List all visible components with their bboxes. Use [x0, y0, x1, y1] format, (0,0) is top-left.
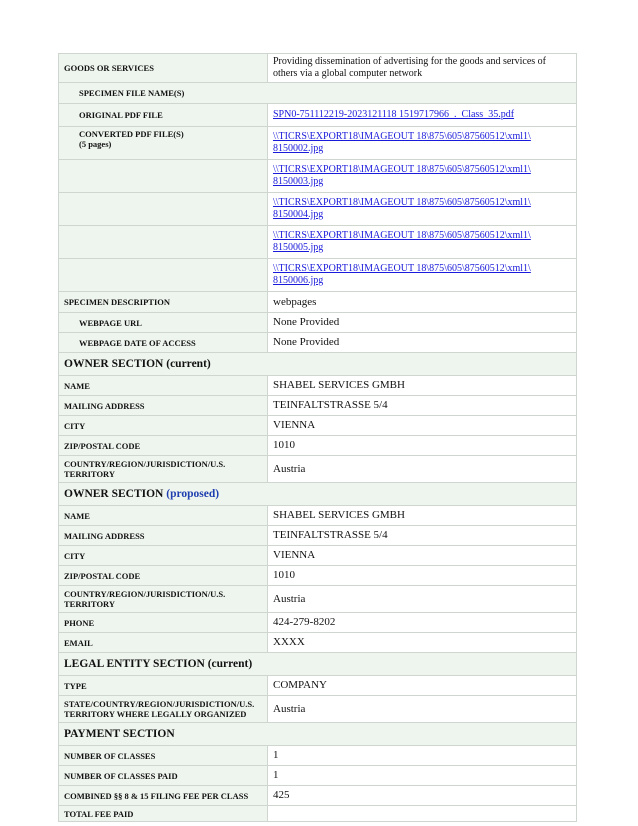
field-label: NAME [59, 506, 268, 526]
converted-file-link[interactable]: \\TICRS\EXPORT18\IMAGEOUT 18\875\605\87560512\xml1\ 8150004.jpg [273, 197, 531, 220]
field-value: 424-279-8202 [268, 613, 577, 633]
field-label: COUNTRY/REGION/JURISDICTION/U.S. TERRITORY [59, 586, 268, 613]
section-header-row [59, 723, 577, 746]
webpage-date-value: None Provided [268, 333, 577, 353]
field-value: VIENNA [268, 546, 577, 566]
field-value: 1010 [268, 436, 577, 456]
field-label: CITY [59, 546, 268, 566]
webpage-date-label: WEBPAGE DATE OF ACCESS [59, 333, 268, 353]
filing-table [58, 53, 577, 822]
table-row [59, 746, 577, 766]
table-row [59, 226, 577, 259]
table-row [59, 586, 577, 613]
field-label: ZIP/POSTAL CODE [59, 436, 268, 456]
table-row [59, 566, 577, 586]
webpage-url-value: None Provided [268, 313, 577, 333]
field-value: TEINFALTSTRASSE 5/4 [268, 396, 577, 416]
table-row [59, 396, 577, 416]
table-row [59, 806, 577, 822]
converted-file-link[interactable]: \\TICRS\EXPORT18\IMAGEOUT 18\875\605\87560512\xml1\ 8150002.jpg [273, 131, 531, 154]
field-label: STATE/COUNTRY/REGION/JURISDICTION/U.S. TERRITORY WHERE LEGALLY ORGANIZED [59, 696, 268, 723]
converted-file-link[interactable]: \\TICRS\EXPORT18\IMAGEOUT 18\875\605\87560512\xml1\ 8150003.jpg [273, 164, 531, 187]
table-row [59, 676, 577, 696]
table-row [59, 104, 577, 127]
converted-label-cell [59, 127, 268, 160]
filing-sheet [58, 53, 576, 822]
table-row [59, 526, 577, 546]
field-label: COUNTRY/REGION/JURISDICTION/U.S. TERRITORY [59, 456, 268, 483]
field-value: Austria [268, 696, 577, 723]
table-row [59, 506, 577, 526]
field-value: 425 [268, 786, 577, 806]
table-row [59, 333, 577, 353]
converted-label: CONVERTED PDF FILE(S) [79, 129, 184, 139]
owner-proposed-title: OWNER SECTION [64, 488, 164, 500]
proposed-tag: (proposed) [166, 488, 220, 500]
converted-pages: (5 pages) [79, 139, 112, 149]
section-header-row [59, 353, 577, 376]
owner-proposed-title-cell [59, 483, 577, 506]
field-label: CITY [59, 416, 268, 436]
field-value: VIENNA [268, 416, 577, 436]
field-value: 1 [268, 766, 577, 786]
field-label: MAILING ADDRESS [59, 526, 268, 546]
field-value: Austria [268, 586, 577, 613]
legal-entity-title: LEGAL ENTITY SECTION (current) [59, 653, 577, 676]
specimen-desc-value: webpages [268, 292, 577, 313]
field-value: XXXX [268, 633, 577, 653]
specimen-file-label: SPECIMEN FILE NAME(S) [59, 83, 577, 104]
converted-file-link[interactable]: \\TICRS\EXPORT18\IMAGEOUT 18\875\605\87560512\xml1\ 8150005.jpg [273, 230, 531, 253]
table-row [59, 54, 577, 83]
field-value: 1 [268, 746, 577, 766]
field-value [268, 806, 577, 822]
field-label: TOTAL FEE PAID [59, 806, 268, 822]
table-row [59, 546, 577, 566]
specimen-desc-label: SPECIMEN DESCRIPTION [59, 292, 268, 313]
table-row [59, 436, 577, 456]
table-row [59, 456, 577, 483]
table-row [59, 193, 577, 226]
table-row [59, 127, 577, 160]
webpage-url-label: WEBPAGE URL [59, 313, 268, 333]
field-label: TYPE [59, 676, 268, 696]
field-label: EMAIL [59, 633, 268, 653]
payment-title: PAYMENT SECTION [59, 723, 577, 746]
section-header-row [59, 653, 577, 676]
field-label: PHONE [59, 613, 268, 633]
table-row [59, 696, 577, 723]
table-row [59, 376, 577, 396]
field-value: COMPANY [268, 676, 577, 696]
field-value: 1010 [268, 566, 577, 586]
field-value: TEINFALTSTRASSE 5/4 [268, 526, 577, 546]
table-row [59, 766, 577, 786]
table-row [59, 160, 577, 193]
field-value: SHABEL SERVICES GMBH [268, 506, 577, 526]
goods-value: Providing dissemination of advertising for the goods and services of others via a global computer network [268, 54, 577, 83]
field-label: NUMBER OF CLASSES [59, 746, 268, 766]
table-row [59, 633, 577, 653]
table-row [59, 313, 577, 333]
table-row [59, 83, 577, 104]
table-row [59, 613, 577, 633]
original-pdf-label: ORIGINAL PDF FILE [59, 104, 268, 127]
field-value: SHABEL SERVICES GMBH [268, 376, 577, 396]
owner-current-title: OWNER SECTION (current) [59, 353, 577, 376]
field-label: MAILING ADDRESS [59, 396, 268, 416]
table-row [59, 292, 577, 313]
table-row [59, 259, 577, 292]
field-value: Austria [268, 456, 577, 483]
table-row [59, 416, 577, 436]
section-header-row [59, 483, 577, 506]
table-row [59, 786, 577, 806]
converted-file-link[interactable]: \\TICRS\EXPORT18\IMAGEOUT 18\875\605\87560512\xml1\ 8150006.jpg [273, 263, 531, 286]
field-label: ZIP/POSTAL CODE [59, 566, 268, 586]
goods-label: GOODS OR SERVICES [59, 54, 268, 83]
original-pdf-link[interactable]: SPN0-751112219-2023121118 1519717966_._Class_35.pdf [273, 109, 515, 120]
field-label: NUMBER OF CLASSES PAID [59, 766, 268, 786]
field-label: NAME [59, 376, 268, 396]
field-label: COMBINED §§ 8 & 15 FILING FEE PER CLASS [59, 786, 268, 806]
